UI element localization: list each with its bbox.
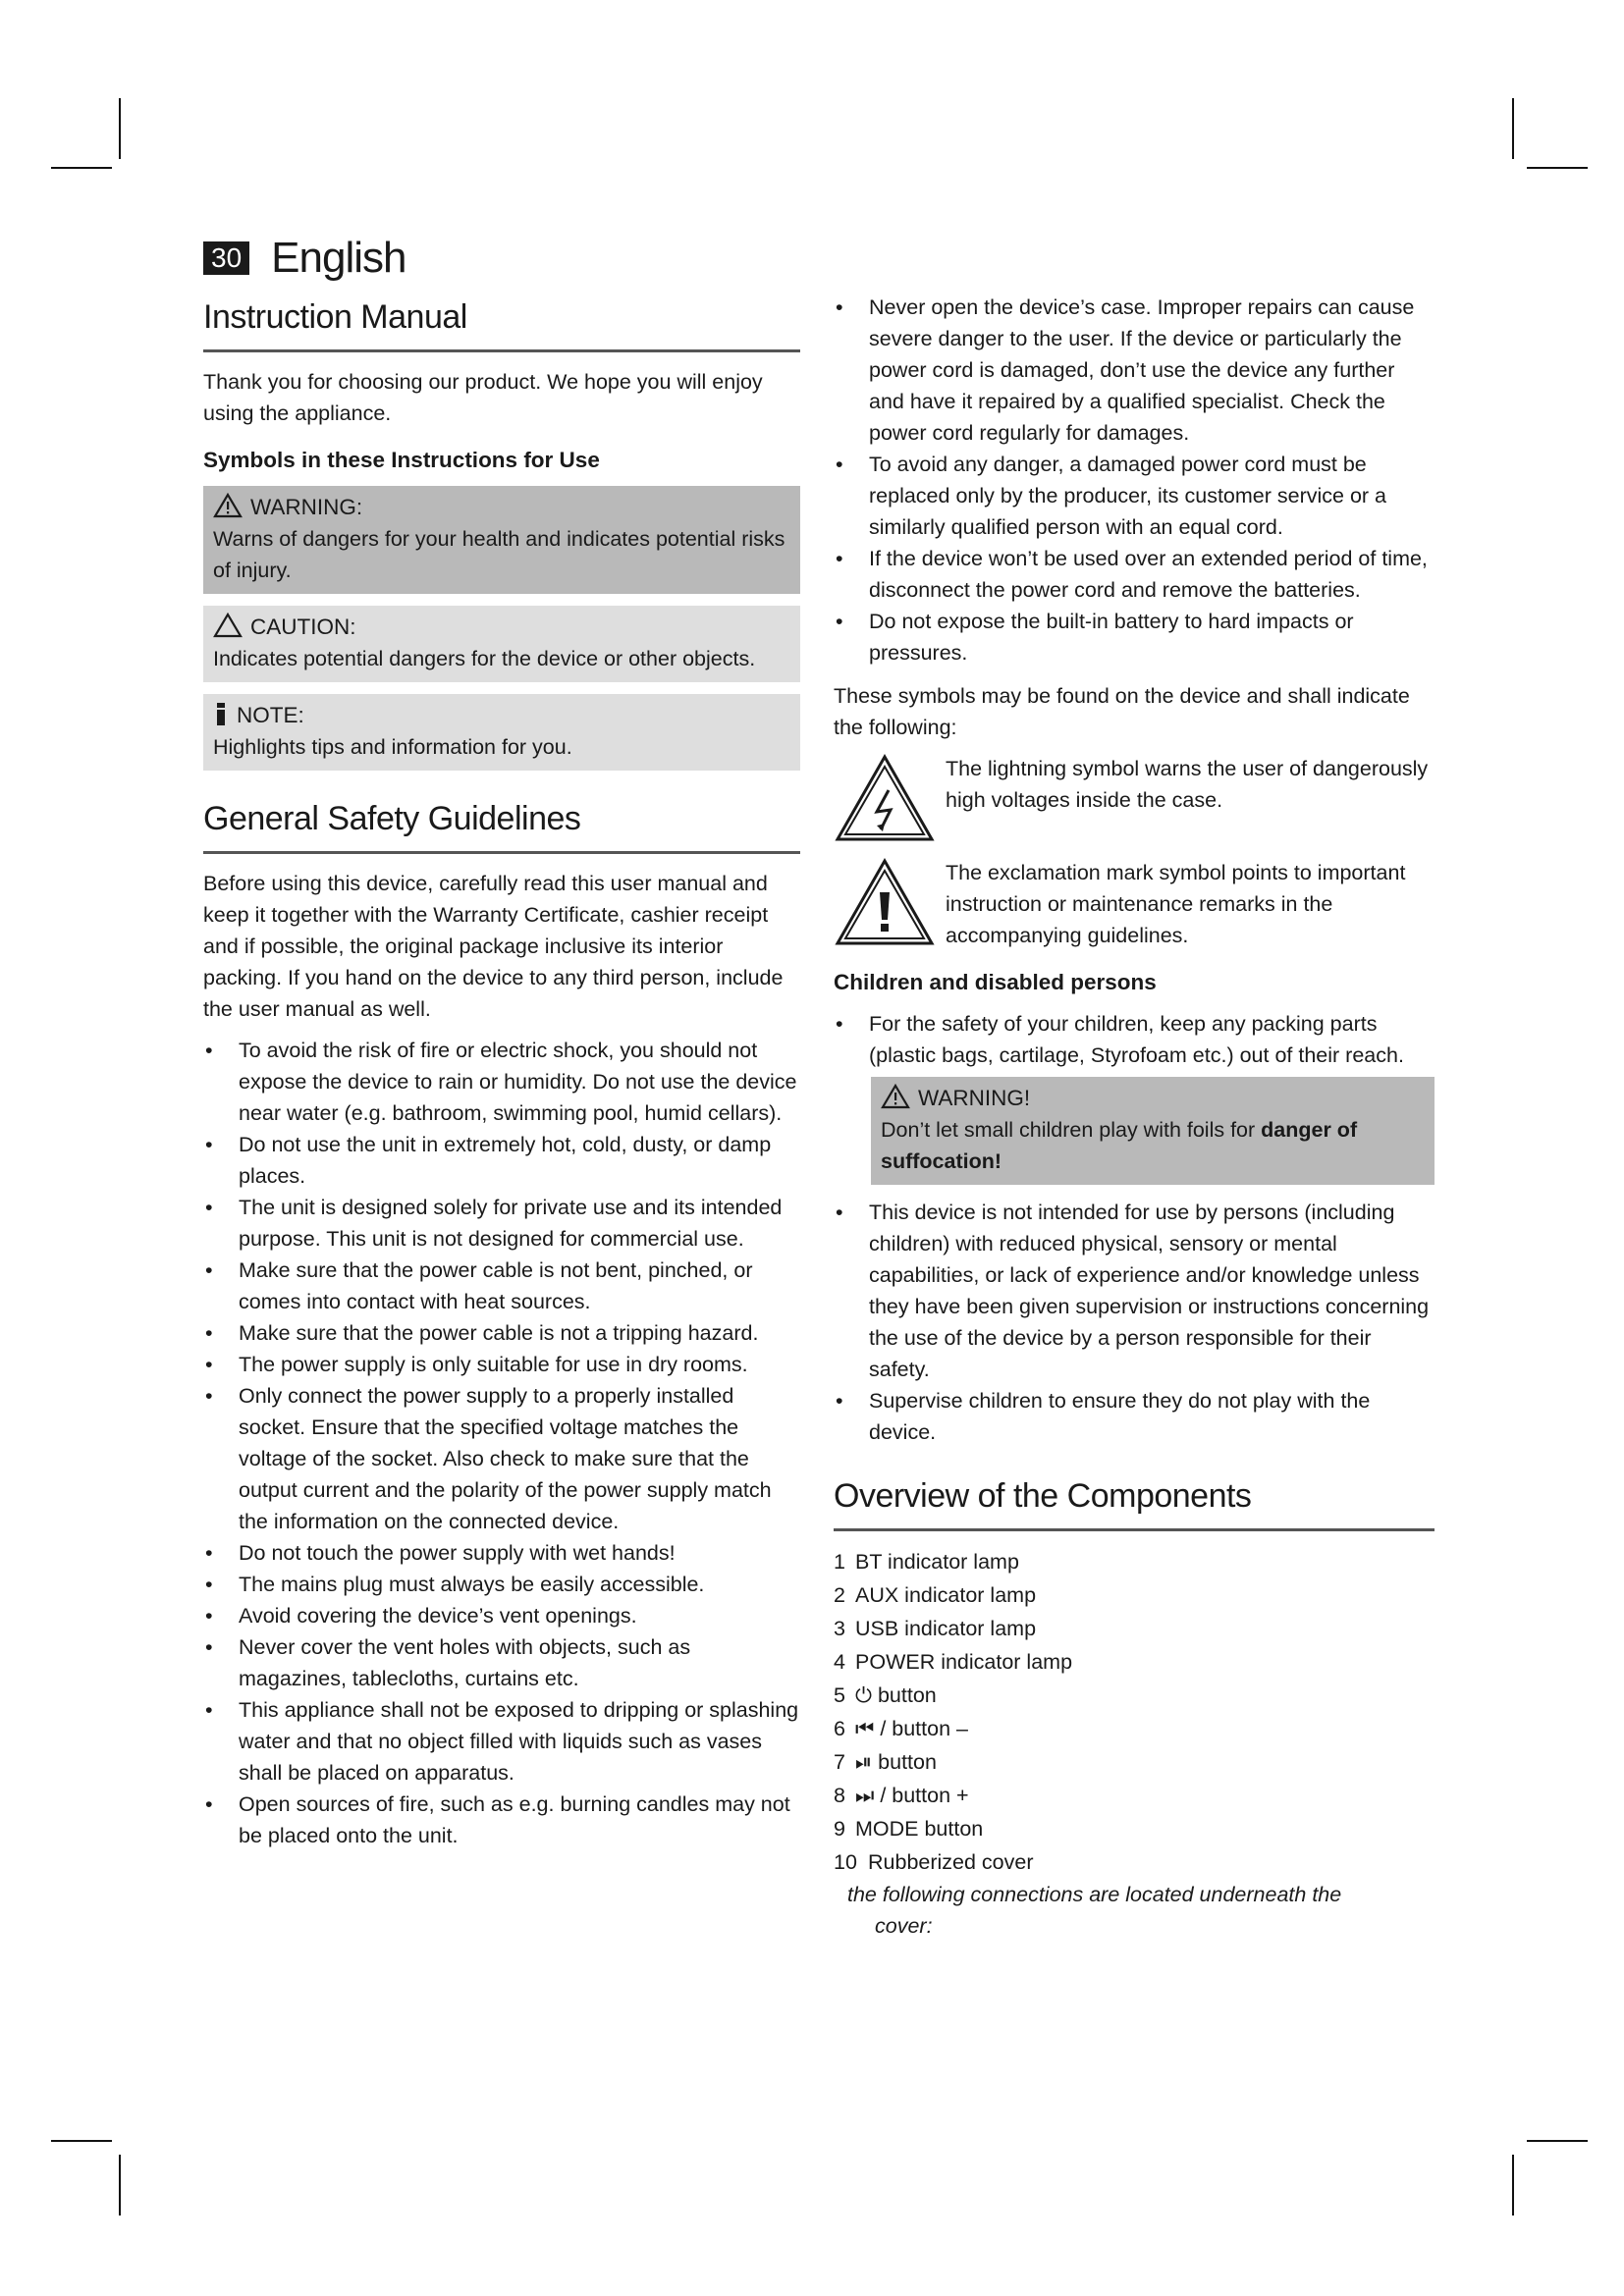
- list-item: • The unit is designed solely for private use and its intended purpose. This unit is not designed for commercial use.: [205, 1196, 783, 1251]
- list-item: • Supervise children to ensure they do not play with the device.: [836, 1389, 1371, 1444]
- caution-triangle-icon: [213, 613, 243, 642]
- symbols-intro: These symbols may be found on the device and shall indicate the following:: [834, 684, 1410, 739]
- lightning-text: The lightning symbol warns the user of dangerously high voltages inside the case.: [946, 757, 1429, 812]
- crop-mark: [1527, 2140, 1588, 2142]
- list-item: 6 ⏮ / button –: [834, 1717, 968, 1740]
- exclamation-symbol-row: [834, 857, 1435, 951]
- crop-mark: [119, 98, 121, 159]
- lightning-warning-icon: [834, 753, 936, 843]
- list-item: 7 ⏯ button: [834, 1750, 937, 1774]
- warning-triangle-icon: [881, 1084, 910, 1113]
- children-warning-text: Don’t let small children play with foils for danger of suffocation!: [881, 1118, 1358, 1173]
- page-number: 30: [203, 241, 249, 275]
- list-item: • Do not expose the built-in battery to hard impacts or pressures.: [836, 610, 1354, 665]
- crop-mark: [1512, 2155, 1514, 2216]
- warning-title: WARNING:: [250, 495, 363, 519]
- safety-list-continued: [834, 292, 1435, 668]
- intro-text: Thank you for choosing our product. We hope you will enjoy using the appliance.: [203, 370, 763, 425]
- left-column: [203, 294, 800, 1851]
- list-item: • To avoid the risk of fire or electric shock, you should not expose the device to rain or humidity. Do not use the device near water (e.g. bathroom, swimming pool, humid cellars).: [205, 1039, 797, 1125]
- list-item: • The mains plug must always be easily accessible.: [205, 1573, 705, 1596]
- crop-mark: [119, 2155, 121, 2216]
- list-item: • Never cover the vent holes with objects, such as magazines, tablecloths, curtains etc.: [205, 1635, 691, 1690]
- safety-intro: Before using this device, carefully read this user manual and keep it together with the Warranty Certificate, cashier receipt and if possible, the original package inclusive its interior packing. If you hand on the device to any third person, include the user manual as well.: [203, 872, 784, 1021]
- crop-mark: [1512, 98, 1514, 159]
- list-item: 10 Rubberized cover: [834, 1850, 1034, 1874]
- caution-text: Indicates potential dangers for the device or other objects.: [213, 647, 756, 670]
- safety-guidelines-title: General Safety Guidelines: [203, 796, 800, 854]
- list-item: • The power supply is only suitable for use in dry rooms.: [205, 1353, 748, 1376]
- list-item: 4 POWER indicator lamp: [834, 1650, 1073, 1674]
- list-item: • Open sources of fire, such as e.g. burning candles may not be placed onto the unit.: [205, 1792, 790, 1847]
- right-column: [834, 292, 1435, 1942]
- note-box: [203, 694, 800, 771]
- list-item: • Only connect the power supply to a properly installed socket. Ensure that the specified voltage matches the voltage of the socket. Also check to make sure that the output current and the polarity of the power supply match the information on the connected device.: [205, 1384, 772, 1533]
- list-item: 5 ⏻ button: [834, 1683, 937, 1707]
- list-item: • If the device won’t be used over an extended period of time, disconnect the power cord and remove the batteries.: [836, 547, 1428, 602]
- list-item: 1 BT indicator lamp: [834, 1550, 1019, 1574]
- children-heading: Children and disabled persons: [834, 970, 1157, 994]
- exclamation-warning-icon: [834, 857, 936, 947]
- caution-title: CAUTION:: [250, 614, 356, 639]
- crop-mark: [1527, 167, 1588, 169]
- list-item: • Do not touch the power supply with wet hands!: [205, 1541, 676, 1565]
- list-item: • Make sure that the power cable is not a tripping hazard.: [205, 1321, 759, 1345]
- connections-note: the following connections are located underneath the cover:: [847, 1883, 1342, 1938]
- instruction-manual-title: Instruction Manual: [203, 294, 800, 352]
- components-list: [834, 1545, 1435, 1879]
- note-text: Highlights tips and information for you.: [213, 735, 572, 759]
- children-warning-title: WARNING!: [918, 1086, 1031, 1110]
- list-item: • Never open the device’s case. Improper repairs can cause severe danger to the user. If the device or particularly the power cord is damaged, don’t use the device any further and have it repaired by a qualified specialist. Check the power cord regularly for damages.: [836, 295, 1415, 445]
- note-title: NOTE:: [237, 703, 304, 727]
- crop-mark: [51, 167, 112, 169]
- list-item: 8 ⏭ / button +: [834, 1784, 969, 1807]
- safety-list: [203, 1035, 800, 1851]
- list-item: • Make sure that the power cable is not bent, pinched, or comes into contact with heat sources.: [205, 1258, 753, 1313]
- list-item: 2 AUX indicator lamp: [834, 1583, 1037, 1607]
- list-item: • Do not use the unit in extremely hot, cold, dusty, or damp places.: [205, 1133, 772, 1188]
- list-item: 9 MODE button: [834, 1817, 984, 1841]
- page-header: [203, 234, 406, 283]
- crop-mark: [51, 2140, 112, 2142]
- caution-box: [203, 606, 800, 682]
- language-title: English: [271, 234, 406, 282]
- exclamation-text: The exclamation mark symbol points to important instruction or maintenance remarks in the accompanying guidelines.: [946, 861, 1406, 947]
- children-warning-box: [871, 1077, 1435, 1185]
- children-list-2: [834, 1197, 1435, 1448]
- warning-box: [203, 486, 800, 594]
- list-item: • For the safety of your children, keep any packing parts (plastic bags, cartilage, Styrofoam etc.) out of their reach.: [836, 1012, 1404, 1067]
- warning-text: Warns of dangers for your health and indicates potential risks of injury.: [213, 527, 785, 582]
- symbols-heading: Symbols in these Instructions for Use: [203, 448, 600, 472]
- list-item: • This device is not intended for use by persons (including children) with reduced physical, sensory or mental capabilities, or lack of experience and/or knowledge unless they have been given supervision or instructions concerning the use of the device by a person responsible for their safety.: [836, 1201, 1430, 1381]
- warning-triangle-icon: [213, 493, 243, 522]
- list-item: • This appliance shall not be exposed to dripping or splashing water and that no object filled with liquids such as vases shall be placed on apparatus.: [205, 1698, 799, 1785]
- list-item: • To avoid any danger, a damaged power cord must be replaced only by the producer, its customer service or a similarly qualified person with an equal cord.: [836, 453, 1387, 539]
- list-item: • Avoid covering the device’s vent openings.: [205, 1604, 637, 1628]
- info-icon: [213, 701, 229, 730]
- overview-title: Overview of the Components: [834, 1473, 1435, 1531]
- list-item: 3 USB indicator lamp: [834, 1617, 1037, 1640]
- lightning-symbol-row: [834, 753, 1435, 843]
- children-list: [834, 1008, 1435, 1071]
